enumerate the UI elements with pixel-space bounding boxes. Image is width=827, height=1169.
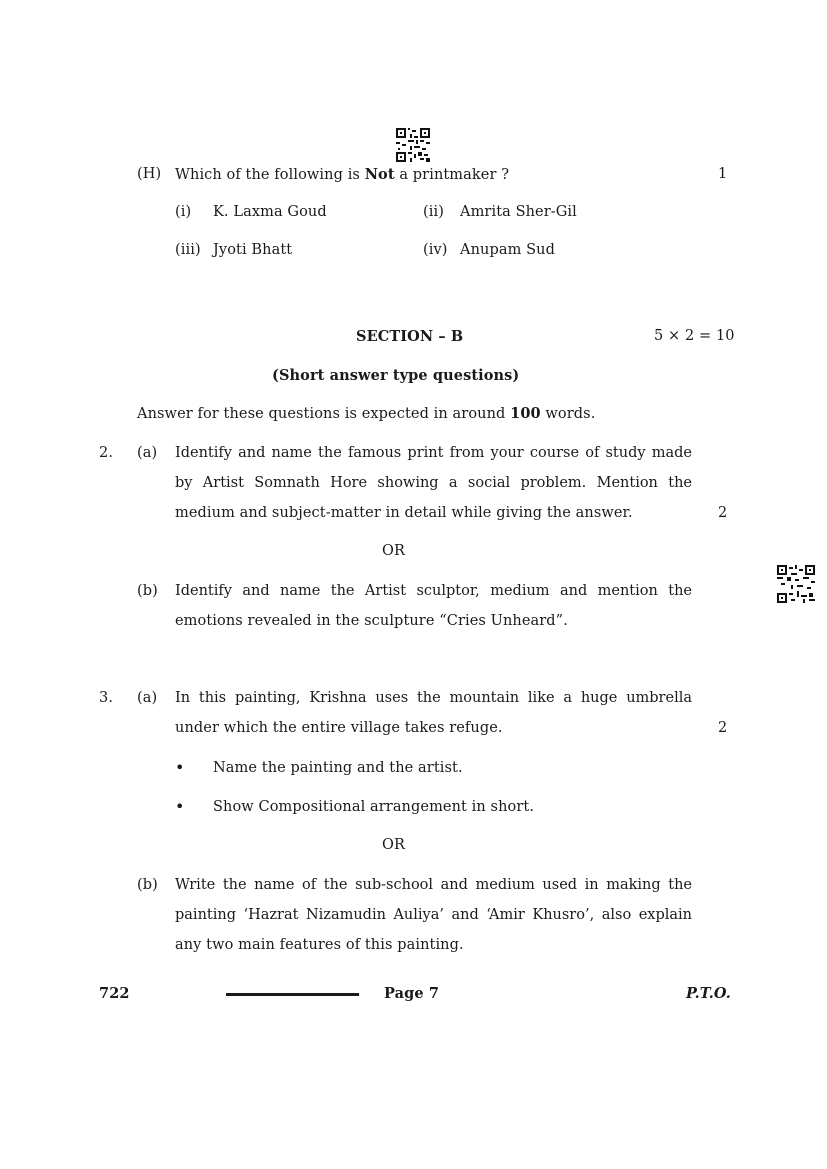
question-line: Identify and name the Artist sculptor, medium and mention the	[175, 583, 692, 599]
section-instruction: Answer for these questions is expected in around 100 words.	[137, 405, 596, 422]
part-label: (b)	[137, 583, 158, 599]
option-text: K. Laxma Goud	[213, 204, 327, 220]
marks: 2	[718, 505, 728, 521]
option-number: (iii)	[175, 242, 201, 258]
bullet-text: Show Compositional arrangement in short.	[213, 799, 535, 815]
part-label: (a)	[137, 445, 158, 461]
option-number: (i)	[175, 204, 192, 220]
qr-code-side	[777, 565, 815, 603]
marks: 2	[718, 720, 728, 736]
footer-rule	[226, 993, 359, 996]
page-number: Page 7	[384, 985, 440, 1002]
paper-code: 722	[99, 985, 130, 1002]
option-text: Amrita Sher-Gil	[460, 204, 577, 220]
bullet-icon: •	[175, 758, 185, 777]
option-text: Anupam Sud	[460, 242, 555, 258]
or-divider: OR	[382, 837, 406, 853]
question-line: Write the name of the sub-school and medium used in making the	[175, 877, 692, 893]
question-line: any two main features of this painting.	[175, 937, 464, 953]
bullet-icon: •	[175, 797, 185, 816]
option-text: Jyoti Bhatt	[213, 242, 293, 258]
question-line: medium and subject-matter in detail while giving the answer.	[175, 505, 633, 521]
section-marks: 5 × 2 = 10	[654, 328, 735, 344]
question-number: 3.	[99, 690, 114, 706]
bullet-text: Name the painting and the artist.	[213, 760, 463, 776]
section-title: SECTION – B	[356, 328, 464, 345]
option-number: (iv)	[423, 242, 448, 258]
question-label: (H)	[137, 166, 162, 182]
pto-label: P.T.O.	[686, 985, 731, 1002]
question-line: emotions revealed in the sculpture “Cries Unheard”.	[175, 613, 568, 629]
question-line: In this painting, Krishna uses the mountain like a huge umbrella	[175, 690, 692, 706]
qr-code-top	[396, 128, 430, 162]
question-number: 2.	[99, 445, 114, 461]
part-label: (b)	[137, 877, 158, 893]
question-text: Which of the following is Not a printmaker ?	[175, 166, 510, 183]
question-line: Identify and name the famous print from your course of study made	[175, 445, 692, 461]
question-line: under which the entire village takes refuge.	[175, 720, 503, 736]
question-line: by Artist Somnath Hore showing a social problem. Mention the	[175, 475, 692, 491]
section-subtitle: (Short answer type questions)	[272, 367, 520, 384]
marks: 1	[718, 166, 728, 182]
or-divider: OR	[382, 543, 406, 559]
question-line: painting ‘Hazrat Nizamudin Auliya’ and ‘Amir Khusro’, also explain	[175, 907, 692, 923]
part-label: (a)	[137, 690, 158, 706]
option-number: (ii)	[423, 204, 444, 220]
